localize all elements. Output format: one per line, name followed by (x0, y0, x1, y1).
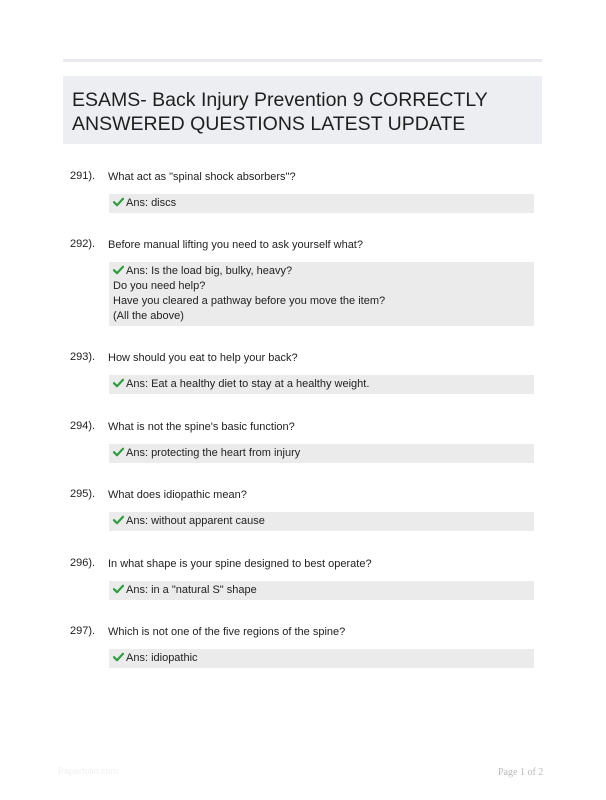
question-number: 293). (70, 351, 96, 363)
answer-box (109, 512, 534, 531)
page-number: Page 1 of 2 (498, 767, 544, 778)
answer-line (113, 264, 534, 279)
question-text: In what shape is your spine designed to best operate? (108, 558, 372, 570)
answer-box (109, 444, 534, 463)
question-text: How should you eat to help your back? (108, 352, 298, 364)
title-banner (63, 76, 542, 144)
question-text: What is not the spine's basic function? (108, 421, 295, 433)
question-text: What act as "spinal shock absorbers"? (108, 171, 296, 183)
answer-box (109, 581, 534, 600)
question-number: 292). (70, 238, 96, 250)
checkmark-icon (113, 515, 124, 525)
question-text: Which is not one of the five regions of the spine? (108, 626, 346, 638)
answer-box (109, 375, 534, 394)
checkmark-icon (113, 197, 124, 207)
answer-line (113, 309, 534, 324)
checkmark-icon (113, 447, 124, 457)
question-text: Before manual lifting you need to ask yourself what? (108, 239, 363, 251)
answer-text: Ans: discs (126, 197, 177, 209)
question-number: 291). (70, 170, 96, 182)
answer-line (113, 651, 534, 666)
answer-text: Ans: Eat a healthy diet to stay at a healthy weight. (126, 378, 370, 390)
answer-line (113, 196, 534, 211)
answer-line (113, 294, 534, 309)
answer-text: Do you need help? (113, 280, 206, 292)
answer-text: Ans: idiopathic (126, 652, 198, 664)
document-title: ESAMS- Back Injury Prevention 9 CORRECTLY ANSWERED QUESTIONS LATEST UPDATE (72, 89, 488, 135)
answer-box (109, 194, 534, 213)
checkmark-icon (113, 265, 124, 275)
question-number: 297). (70, 625, 96, 637)
answer-box (109, 262, 534, 326)
checkmark-icon (113, 378, 124, 388)
answer-text: Ans: Is the load big, bulky, heavy? (126, 265, 293, 277)
top-divider (63, 59, 542, 62)
answer-text: Ans: protecting the heart from injury (126, 447, 301, 459)
question-text: What does idiopathic mean? (108, 489, 247, 501)
answer-line (113, 279, 534, 294)
checkmark-icon (113, 652, 124, 662)
question-number: 294). (70, 420, 96, 432)
checkmark-icon (113, 584, 124, 594)
answer-line (113, 446, 534, 461)
answer-text: Have you cleared a pathway before you move the item? (113, 295, 386, 307)
answer-line (113, 377, 534, 392)
answer-box (109, 649, 534, 668)
question-number: 296). (70, 557, 96, 569)
answer-text: Ans: in a "natural S" shape (126, 584, 257, 596)
answer-line (113, 583, 534, 598)
answer-text: (All the above) (113, 310, 184, 322)
footer-watermark: Paperfolio.com (58, 766, 119, 776)
answer-text: Ans: without apparent cause (126, 515, 265, 527)
question-number: 295). (70, 488, 96, 500)
answer-line (113, 514, 534, 529)
